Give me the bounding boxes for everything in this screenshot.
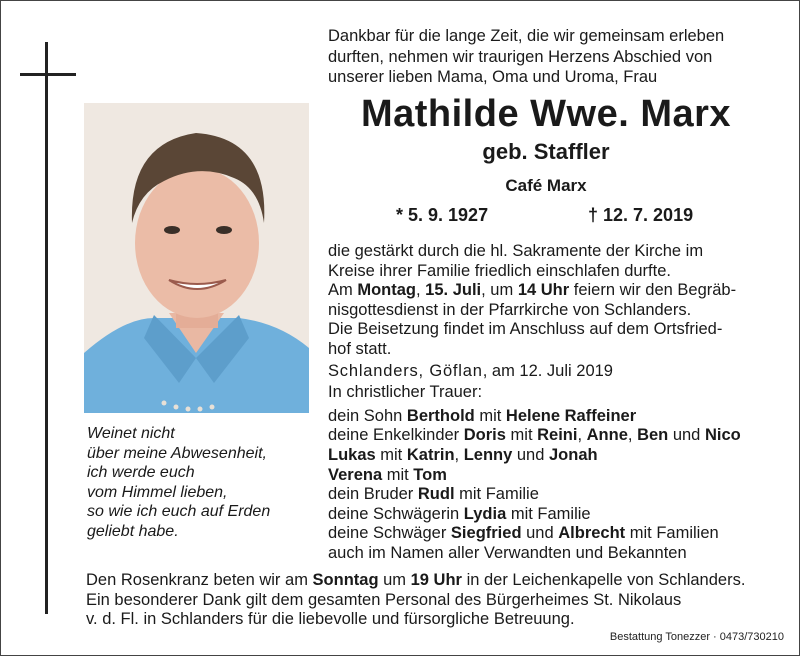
announcement-line: Die Beisetzung findet im Anschluss auf dem Ortsfried- [328,320,723,339]
memorial-quote [87,424,327,542]
business-name: Café Marx [505,176,587,195]
cross-icon-bar [20,73,76,76]
life-dates [326,205,766,227]
mourner-row: Verena mit Tom [328,465,447,484]
birth-name: geb. Staffler [482,139,610,164]
intro-text [328,26,764,88]
closing-line: v. d. Fl. in Schlanders für die liebevolle und fürsorgliche Betreuung. [86,610,575,629]
announcement-line: nisgottesdienst in der Pfarrkirche von Schlanders. [328,300,692,319]
deceased-name: Mathilde Wwe. Marx [360,93,732,135]
quote-line: über meine Abwesenheit, [87,444,267,462]
announcement-line: Kreise ihrer Familie friedlich einschlafen durfte. [328,261,671,280]
place-date: Schlanders, Göflan, am 12. Juli 2019 [328,361,613,380]
closing-text [86,571,768,630]
quote-line: so wie ich euch auf Erden [87,503,271,521]
announcement-line: Am Montag, 15. Juli, um 14 Uhr feiern wir den Begräb- [328,281,737,300]
mourner-row: Lukas mit Katrin, Lenny und Jonah [328,445,598,464]
closing-line: Ein besonderer Dank gilt dem gesamten Personal des Bürgerheimes St. Nikolaus [86,590,682,609]
death-date: † 12. 7. 2019 [588,205,694,225]
intro-line: Dankbar für die lange Zeit, die wir gemeinsam erleben [328,27,725,45]
mourner-row: deine Schwäger Siegfried und Albrecht mit Familien [328,524,719,543]
quote-line: Weinet nicht [87,425,175,442]
announcement-text [328,242,766,564]
quote-line: ich werde euch [87,464,195,482]
announcement-line: die gestärkt durch die hl. Sakramente der Kirche im [328,242,704,260]
cross-icon [45,42,48,614]
mourner-row: deine Enkelkinder Doris mit Reini, Anne, Ben und Nico [328,426,741,445]
funeral-home-credit: Bestattung Tonezzer · 0473/730210 [609,631,784,643]
mourner-row: auch im Namen aller Verwandten und Bekannten [328,543,687,562]
intro-line: unserer lieben Mama, Oma und Uroma, Frau [328,68,658,86]
intro-line: durften, nehmen wir traurigen Herzens Abschied von [328,47,713,66]
quote-line: geliebt habe. [87,522,179,540]
mourner-row: dein Bruder Rudl mit Familie [328,485,539,504]
mourner-row: deine Schwägerin Lydia mit Familie [328,504,591,523]
birth-date: * 5. 9. 1927 [396,205,489,225]
mourner-row: dein Sohn Berthold mit Helene Raffeiner [328,406,637,425]
announcement-line: hof statt. [328,339,392,358]
mourners-heading: In christlicher Trauer: [328,383,483,402]
portrait-photo [84,103,309,413]
quote-line: vom Himmel lieben, [87,483,228,501]
closing-line: Den Rosenkranz beten wir am Sonntag um 19 Uhr in der Leichenkapelle von Schlanders. [86,571,746,589]
